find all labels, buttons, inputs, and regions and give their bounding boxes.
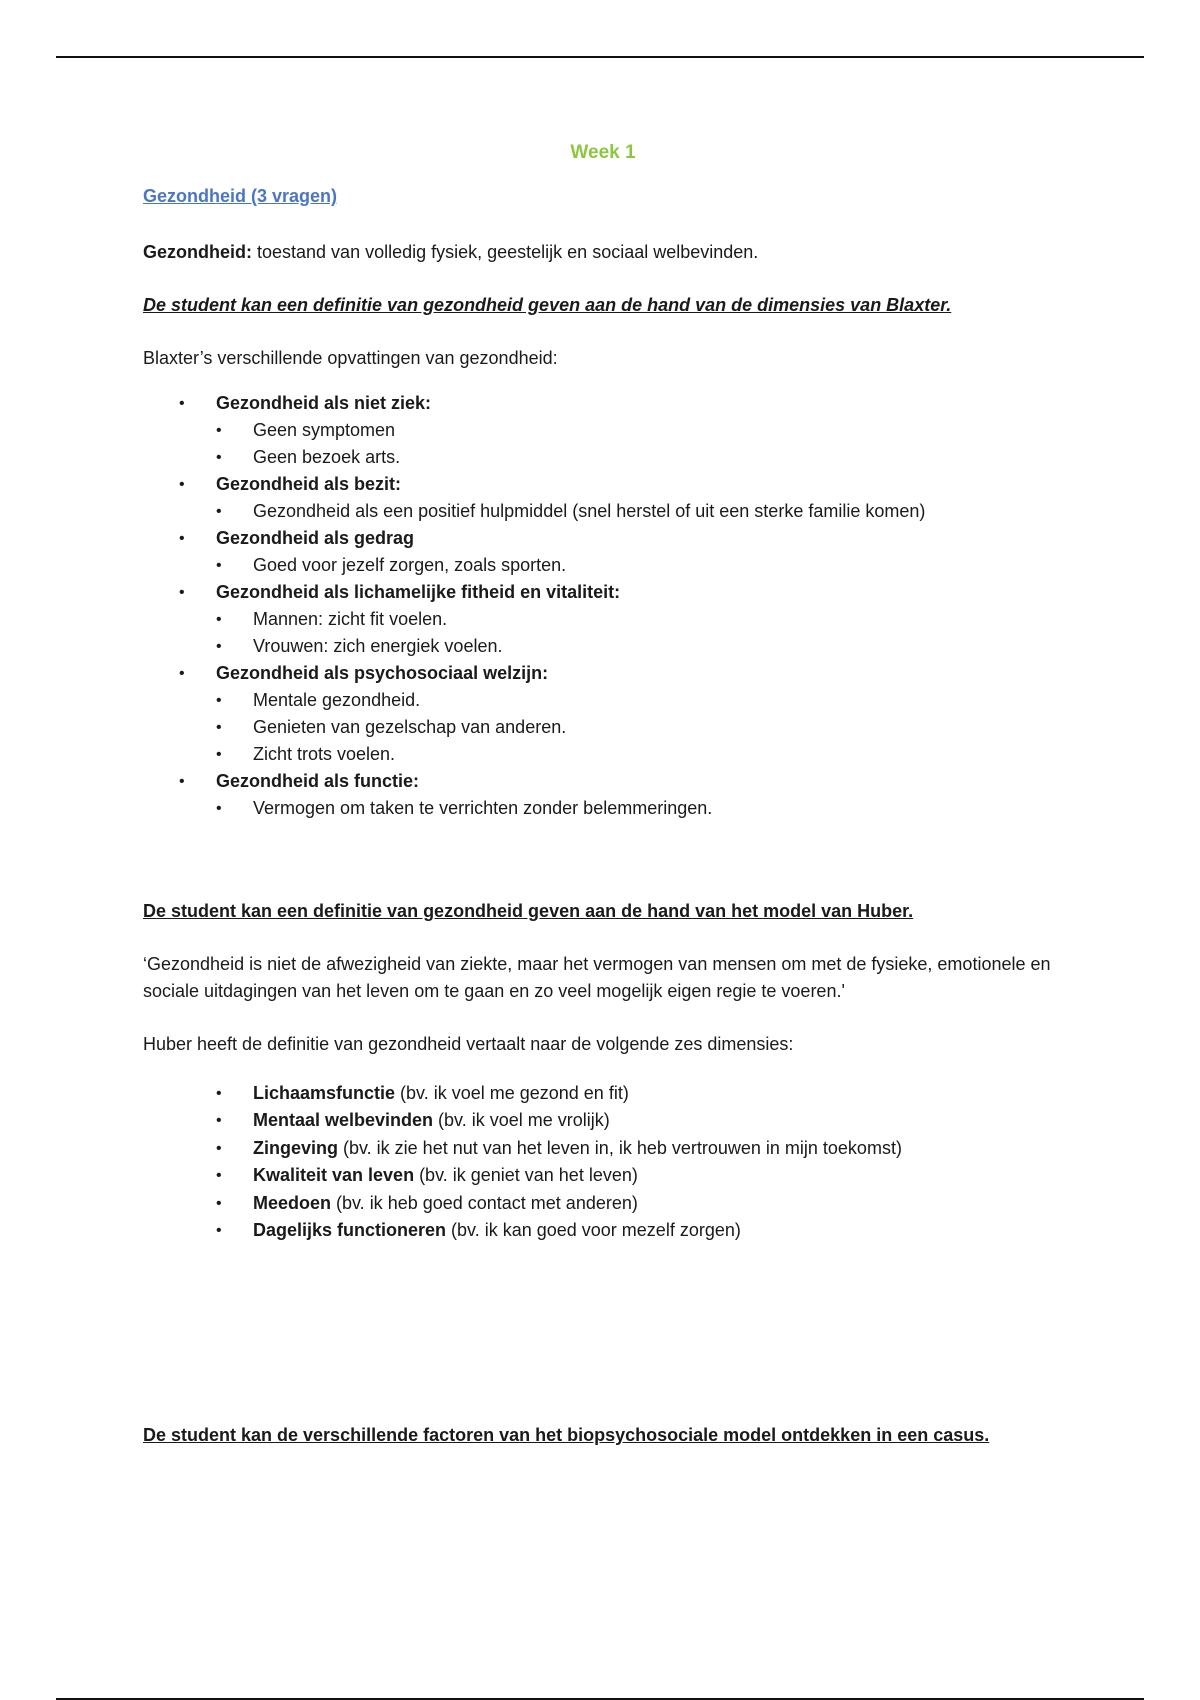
blaxter-subitem — [216, 444, 1063, 471]
definition-text: toestand van volledig fysiek, geestelijk en sociaal welbevinden. — [252, 242, 759, 262]
blaxter-item-label: Gezondheid als gedrag — [216, 528, 415, 548]
bullet-icon: • — [216, 557, 222, 574]
bullet-icon: • — [179, 476, 185, 493]
blaxter-subitem-text: Geen symptomen — [253, 420, 396, 440]
huber-dimension-example: (bv. ik voel me vrolijk) — [433, 1110, 610, 1131]
bullet-icon: • — [216, 746, 222, 763]
bullet-icon: • — [216, 800, 222, 817]
bullet-icon: • — [216, 503, 222, 520]
blaxter-subitem-text: Geen bezoek arts. — [253, 447, 401, 467]
bullet-icon: • — [179, 395, 185, 412]
blaxter-sublist — [216, 552, 1063, 579]
blaxter-item-label: Gezondheid als bezit: — [216, 474, 402, 494]
bullet-icon: • — [216, 638, 222, 655]
blaxter-subitem-text: Vermogen om taken te verrichten zonder belemmeringen. — [253, 798, 713, 818]
blaxter-subitem — [216, 714, 1063, 741]
blaxter-subitem-text: Mannen: zicht fit voelen. — [253, 609, 448, 629]
bullet-icon: • — [216, 611, 222, 628]
huber-dimension-name: Kwaliteit van leven — [253, 1165, 415, 1186]
blaxter-list — [143, 390, 1063, 822]
blaxter-sublist — [216, 795, 1063, 822]
blaxter-subitem-text: Zicht trots voelen. — [253, 744, 396, 764]
doc-title: Week 1 — [570, 142, 636, 163]
blaxter-item — [143, 768, 1063, 822]
huber-dimension-name: Lichaamsfunctie — [253, 1083, 396, 1103]
bullet-icon: • — [216, 719, 222, 736]
blaxter-sublist — [216, 417, 1063, 471]
blaxter-subitem — [216, 741, 1063, 768]
bullet-icon: • — [216, 422, 222, 439]
blaxter-sublist — [216, 606, 1063, 660]
huber-dimension — [216, 1135, 1063, 1162]
huber-dimension-name: Mentaal welbevinden — [253, 1110, 434, 1131]
blaxter-subitem — [216, 687, 1063, 714]
huber-dimension-list — [143, 1080, 1063, 1244]
definition-term: Gezondheid: — [143, 242, 252, 262]
blaxter-item-label: Gezondheid als lichamelijke fitheid en vitaliteit: — [216, 582, 621, 602]
blaxter-sublist — [216, 498, 1063, 525]
blaxter-subitem — [216, 552, 1063, 579]
huber-dimension-example: (bv. ik zie het nut van het leven in, ik heb vertrouwen in mijn toekomst) — [338, 1137, 902, 1158]
huber-dimension-name: Dagelijks functioneren — [253, 1220, 447, 1241]
huber-dimension — [216, 1080, 1063, 1107]
blaxter-item-label: Gezondheid als functie: — [216, 771, 420, 791]
bullet-icon: • — [216, 1167, 222, 1185]
huber-dimension-name: Meedoen — [253, 1192, 332, 1213]
huber-dimension — [216, 1162, 1063, 1189]
blaxter-intro: Blaxter’s verschillende opvattingen van gezondheid: — [143, 348, 558, 368]
blaxter-item-label: Gezondheid als niet ziek: — [216, 393, 432, 413]
blaxter-subitem — [216, 417, 1063, 444]
blaxter-subitem-text: Gezondheid als een positief hulpmiddel (snel herstel of uit een sterke familie komen) — [253, 501, 926, 521]
bullet-icon: • — [216, 1085, 222, 1102]
blaxter-sublist — [216, 687, 1063, 768]
blaxter-subitem — [216, 795, 1063, 822]
bullet-icon: • — [179, 530, 185, 547]
bullet-icon: • — [216, 1139, 222, 1157]
bullet-icon: • — [216, 1222, 222, 1240]
blaxter-item — [143, 660, 1063, 768]
blaxter-subitem-text: Genieten van gezelschap van anderen. — [253, 717, 567, 737]
blaxter-item — [143, 390, 1063, 471]
blaxter-item-label: Gezondheid als psychosociaal welzijn: — [216, 663, 549, 683]
blaxter-subitem-text: Mentale gezondheid. — [253, 690, 421, 710]
bullet-icon: • — [216, 1194, 222, 1212]
blaxter-item — [143, 579, 1063, 660]
huber-dimension-example: (bv. ik voel me gezond en fit) — [395, 1083, 629, 1103]
huber-dimension-example: (bv. ik geniet van het leven) — [414, 1165, 638, 1186]
objective-biopsychosocial: De student kan de verschillende factoren van het biopsychosociale model ontdekken in een casus. — [143, 1425, 990, 1446]
bullet-icon: • — [179, 665, 185, 682]
huber-quote: ‘Gezondheid is niet de afwezigheid van ziekte, maar het vermogen van mensen om met de fysieke, emotionele en sociale uitdagingen van het leven om te gaan en zo veel mogelijk eigen regie te voeren.' — [143, 954, 1051, 1001]
bullet-icon: • — [179, 773, 185, 790]
bullet-icon: • — [216, 692, 222, 709]
huber-dimension-example: (bv. ik kan goed voor mezelf zorgen) — [446, 1220, 741, 1241]
huber-dimension — [216, 1217, 1063, 1244]
definition-paragraph — [143, 239, 1063, 266]
blaxter-subitem-text: Goed voor jezelf zorgen, zoals sporten. — [253, 555, 567, 575]
huber-intro: Huber heeft de definitie van gezondheid vertaalt naar de volgende zes dimensies: — [143, 1034, 794, 1054]
objective-huber: De student kan een definitie van gezondheid geven aan de hand van het model van Huber. — [143, 901, 914, 921]
blaxter-item — [143, 471, 1063, 525]
bullet-icon: • — [179, 584, 185, 601]
section-link-gezondheid[interactable]: Gezondheid (3 vragen) — [143, 186, 338, 206]
document-page — [143, 142, 1063, 1449]
header-rule — [56, 56, 1144, 58]
blaxter-subitem — [216, 498, 1063, 525]
huber-dimension — [216, 1190, 1063, 1217]
blaxter-subitem — [216, 633, 1063, 660]
huber-dimension — [216, 1107, 1063, 1134]
blaxter-subitem-text: Vrouwen: zich energiek voelen. — [253, 636, 503, 656]
blaxter-item — [143, 525, 1063, 579]
huber-dimension-name: Zingeving — [253, 1137, 338, 1158]
objective-blaxter: De student kan een definitie van gezondheid geven aan de hand van de dimensies van Blaxter. — [143, 295, 952, 315]
bullet-icon: • — [216, 449, 222, 466]
huber-dimension-example: (bv. ik heb goed contact met anderen) — [331, 1192, 638, 1213]
bullet-icon: • — [216, 1112, 222, 1130]
blaxter-subitem — [216, 606, 1063, 633]
